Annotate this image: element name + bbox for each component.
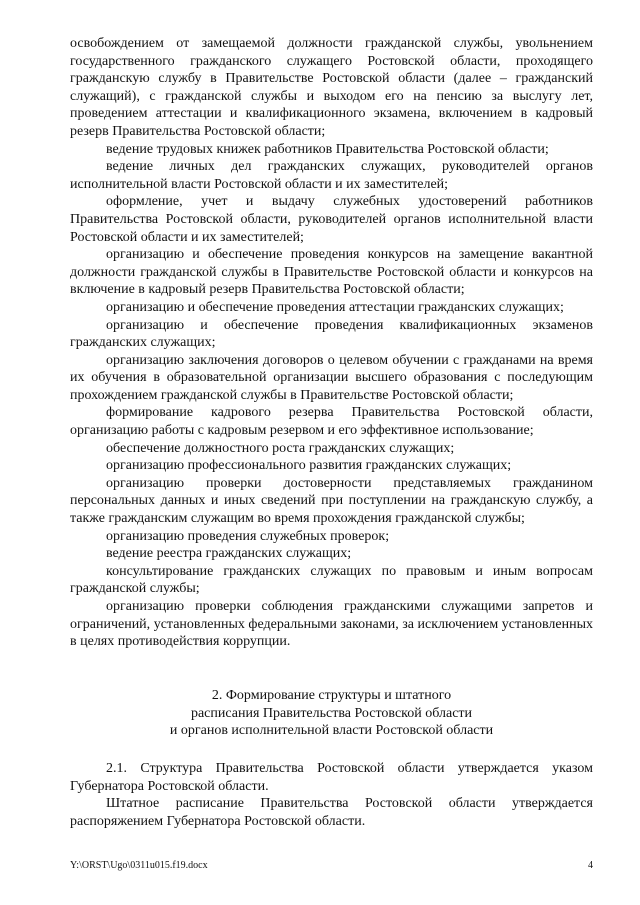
list-item: организацию и обеспечение проведения квалификационных экзаменов гражданских служащих; (70, 317, 593, 351)
list-item: организацию проверки достоверности представляемых гражданином персональных данных и иных сведений при поступлении на гражданскую службу, а также гражданским служащим во время прохождения гражданской службы; (70, 475, 593, 527)
list-item: организацию и обеспечение проведения конкурсов на замещение вакантной должности гражданской службы в Правительстве Ростовской области и конкурсов на включение в кадровый резерв Правительства Ростовской области; (70, 247, 593, 298)
list-item: организацию проведения служебных проверок; (106, 528, 390, 544)
list-item: ведение трудовых книжек работников Правительства Ростовской области; (106, 141, 549, 157)
list-item: формирование кадрового резерва Правительства Ростовской области, организацию работы с кадровым резервом и его эффективное использование; (70, 405, 593, 439)
section-heading (70, 687, 593, 740)
section-heading-line: и органов исполнительной власти Ростовской области (169, 723, 494, 739)
document-body (70, 35, 593, 651)
list-item: организацию и обеспечение проведения аттестации гражданских служащих; (106, 299, 564, 315)
section-body (70, 760, 593, 830)
paragraph-staffing: Штатное расписание Правительства Ростовской области утверждается распоряжением Губернатора Ростовской области. (70, 796, 593, 829)
paragraph-structure: 2.1. Структура Правительства Ростовской области утверждается указом Губернатора Ростовской области. (70, 761, 593, 794)
continuation-paragraph: освобождением от замещаемой должности гражданской службы, увольнением государственного гражданского служащего Ростовской области, проходящего гражданскую службу в Правительстве Ростовской области (далее – гражданский служащий), с гражданской службы и выходом его на пенсию за выслугу лет, проведением аттестации и квалификационного экзамена, включением в кадровый резерв Правительства Ростовской области; (70, 36, 593, 139)
list-item: организацию заключения договоров о целевом обучении с гражданами на время их обучения в образовательной организации высшего образования с последующим прохождением гражданской службы в Правительстве Ростовской области; (70, 352, 593, 403)
list-item: ведение реестра гражданских служащих; (106, 546, 352, 562)
page-footer (70, 860, 593, 874)
file-path: Y:\ORST\Ugo\0311u015.f19.docx (70, 860, 208, 871)
section-heading-line: 2. Формирование структуры и штатного (211, 688, 452, 703)
list-item: организацию проверки соблюдения гражданскими служащими запретов и ограничений, установленных федеральными законами, за исключением установленных в целях противодействия коррупции. (70, 599, 593, 650)
list-item: обеспечение должностного роста гражданских служащих; (106, 440, 455, 456)
list-item: оформление, учет и выдачу служебных удостоверений работников Правительства Ростовской области, руководителей органов исполнительной власти Ростовской области и их заместителей; (70, 194, 593, 245)
list-item: ведение личных дел гражданских служащих, руководителей органов исполнительной власти Ростовской области и их заместителей; (70, 159, 593, 192)
list-item: организацию профессионального развития гражданских служащих; (106, 458, 512, 474)
section-heading-line: расписания Правительства Ростовской области (190, 705, 473, 721)
list-item: консультирование гражданских служащих по правовым и иным вопросам гражданской службы; (70, 563, 593, 597)
page-number: 4 (588, 860, 593, 871)
